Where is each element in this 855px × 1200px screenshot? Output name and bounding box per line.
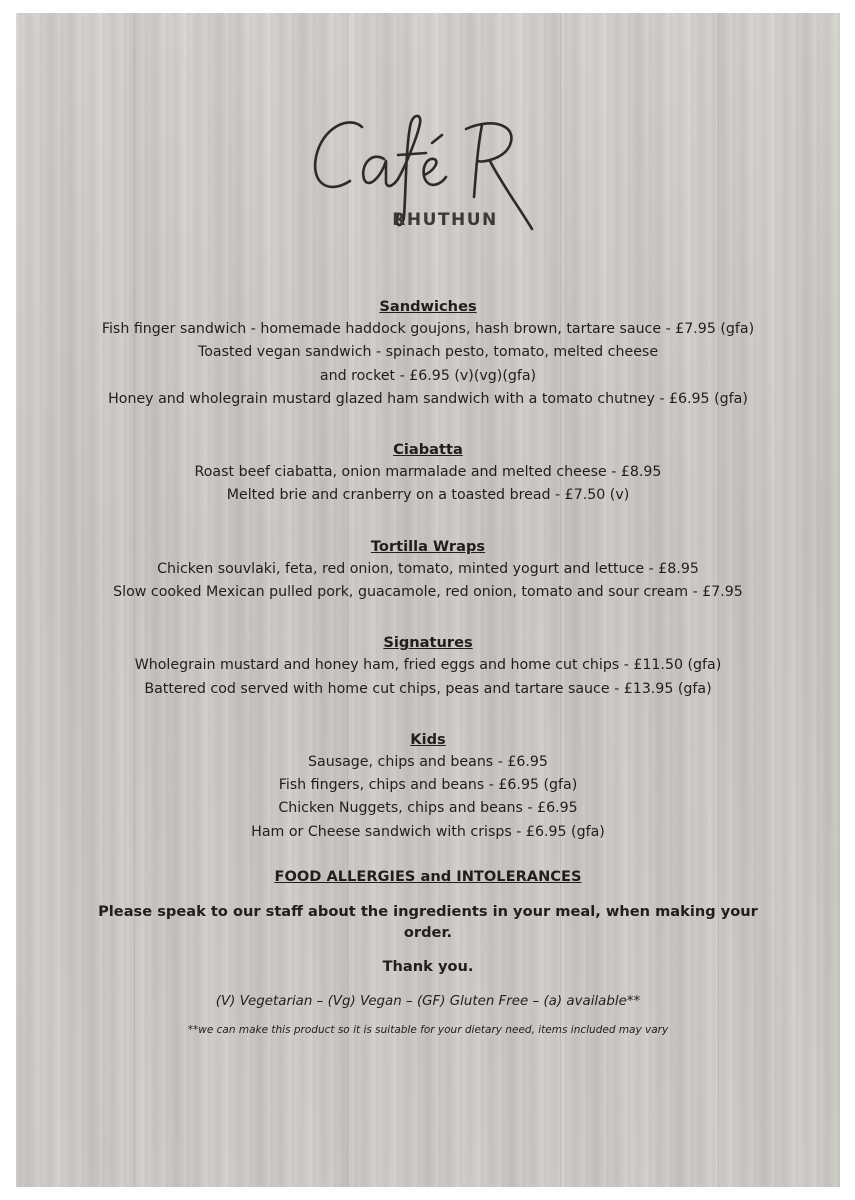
menu-item: Wholegrain mustard and honey ham, fried eggs and home cut chips - £11.50 (gfa) <box>134 657 722 674</box>
menu-item: Ham or Cheese sandwich with crisps - £6.95 (gfa) <box>251 823 605 840</box>
menu-item: Toasted vegan sandwich - spinach pesto, tomato, melted cheese <box>197 344 659 361</box>
section-title: Signatures <box>383 634 473 652</box>
section-ciabatta <box>16 438 840 508</box>
menu-sheet <box>16 13 840 1187</box>
section-kids <box>16 728 840 844</box>
menu-item: Sausage, chips and beans - £6.95 <box>308 754 548 771</box>
section-title: Tortilla Wraps <box>370 537 486 555</box>
cafe-logo <box>16 105 840 245</box>
menu-content <box>16 295 840 1043</box>
section-title: Kids <box>410 730 446 748</box>
menu-item: Battered cod served with home cut chips, peas and tartare sauce - £13.95 (gfa) <box>144 680 712 697</box>
logo-subtitle: RHUTHUN <box>392 210 498 230</box>
menu-item: Fish finger sandwich - homemade haddock goujons, hash brown, tartare sauce - £7.95 (gfa) <box>101 321 755 338</box>
menu-item: Honey and wholegrain mustard glazed ham sandwich with a tomato chutney - £6.95 (gfa) <box>108 390 748 407</box>
menu-item: Chicken souvlaki, feta, red onion, tomato, minted yogurt and lettuce - £8.95 <box>157 560 699 577</box>
menu-item: Melted brie and cranberry on a toasted bread - £7.50 (v) <box>226 487 630 504</box>
thank-you-text: Thank you. <box>382 958 474 976</box>
menu-item: and rocket - £6.95 (v)(vg)(gfa) <box>319 367 537 384</box>
section-sandwiches <box>16 295 840 411</box>
dietary-footnote: **we can make this product so it is suitable for your dietary need, items included may vary <box>187 1024 669 1037</box>
section-tortilla-wraps <box>16 535 840 605</box>
menu-item: Roast beef ciabatta, onion marmalade and melted cheese - £8.95 <box>194 464 662 481</box>
section-title: Ciabatta <box>393 441 463 459</box>
allergies-title: FOOD ALLERGIES and INTOLERANCES <box>274 867 582 885</box>
menu-item: Chicken Nuggets, chips and beans - £6.95 <box>278 800 578 817</box>
dietary-legend: (V) Vegetarian – (Vg) Vegan – (GF) Gluten Free – (a) available** <box>215 994 641 1010</box>
menu-item: Fish fingers, chips and beans - £6.95 (gfa) <box>278 777 578 794</box>
section-signatures <box>16 631 840 701</box>
menu-item: Slow cooked Mexican pulled pork, guacamole, red onion, tomato and sour cream - £7.95 <box>113 584 743 601</box>
section-title: Sandwiches <box>379 298 477 315</box>
allergies-notice: Please speak to our staff about the ingredients in your meal, when making your order. <box>98 903 758 942</box>
